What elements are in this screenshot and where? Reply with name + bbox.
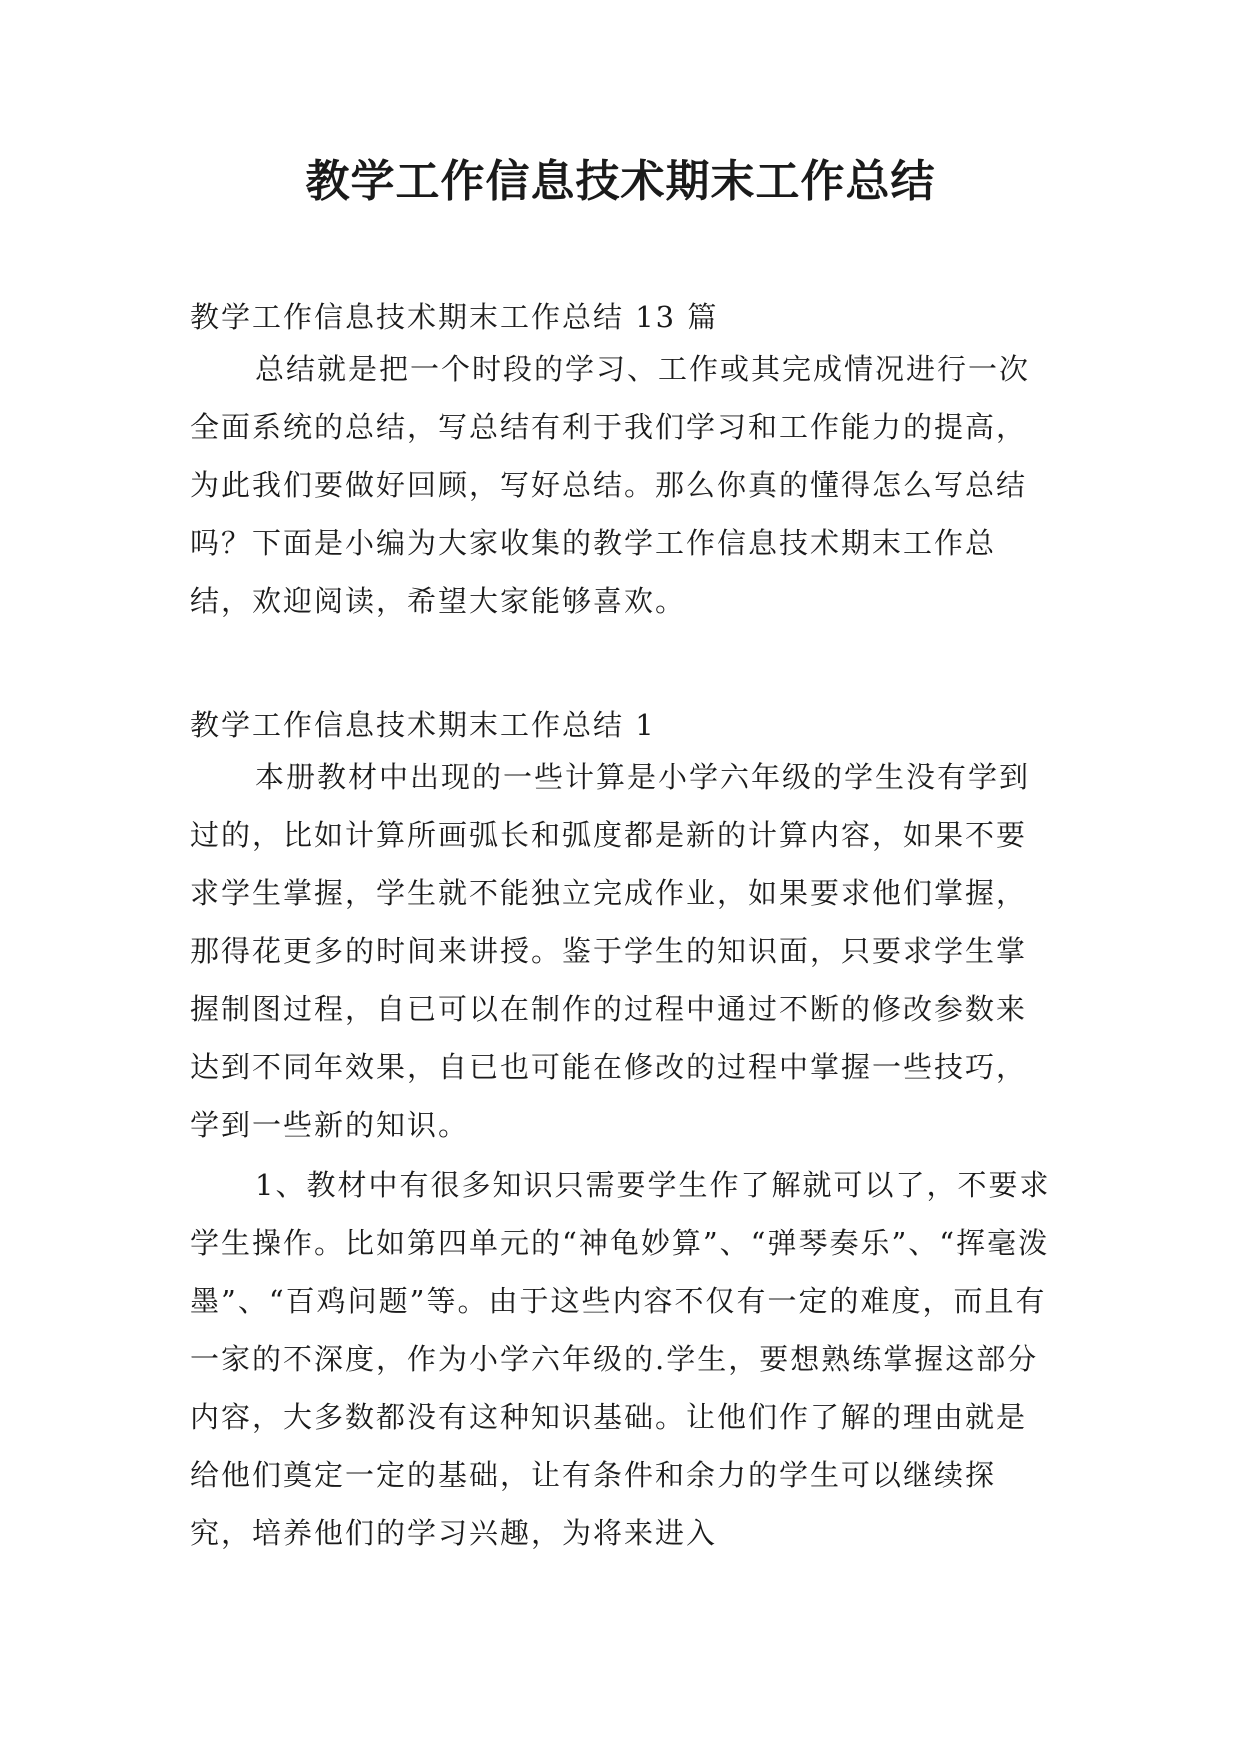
document-title: 教学工作信息技术期末工作总结 xyxy=(305,156,936,207)
body-paragraph-2: 1、教材中有很多知识只需要学生作了解就可以了，不要求学生操作。比如第四单元的“神龟妙算”、“弹琴奏乐”、“挥毫泼墨”、“百鸡问题”等。由于这些内容不仅有一定的难度，而且有一家的不深度，作为小学六年级的.学生，要想熟练掌握这部分内容，大多数都没有这种知识基础。让他们作了解的理由就是给他们奠定一定的基础，让有条件和余力的学生可以继续探究，培养他们的学习兴趣，为将来进入 xyxy=(190,1168,1051,1550)
section-heading: 教学工作信息技术期末工作总结 1 xyxy=(190,708,656,742)
intro-paragraph: 总结就是把一个时段的学习、工作或其完成情况进行一次全面系统的总结，写总结有利于我们学习和工作能力的提高，为此我们要做好回顾，写好总结。那么你真的懂得怎么写总结吗？下面是小编为大家收集的教学工作信息技术期末工作总结，欢迎阅读，希望大家能够喜欢。 xyxy=(190,352,1031,618)
document-subtitle: 教学工作信息技术期末工作总结 13 篇 xyxy=(190,300,719,334)
body-paragraph-1: 本册教材中出现的一些计算是小学六年级的学生没有学到过的，比如计算所画弧长和弧度都是新的计算内容，如果不要求学生掌握，学生就不能独立完成作业，如果要求他们掌握，那得花更多的时间来讲授。鉴于学生的知识面，只要求学生掌握制图过程，自已可以在制作的过程中通过不断的修改参数来达到不同年效果，自已也可能在修改的过程中掌握一些技巧，学到一些新的知识。 xyxy=(190,760,1031,1142)
